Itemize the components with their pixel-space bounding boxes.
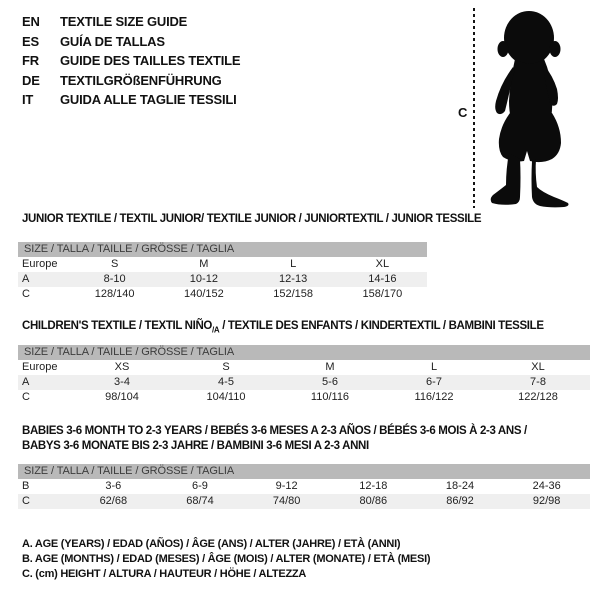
height-cell: 68/74: [186, 495, 214, 507]
row-label: C: [22, 288, 30, 300]
height-cell: 110/116: [310, 391, 350, 403]
children-size-table: [18, 345, 590, 405]
table-row-age: [18, 375, 590, 390]
babies-title-line2: BABYS 3-6 MONATE BIS 2-3 JAHRE / BAMBINI 3-6 MESI A 2-3 ANNI: [22, 440, 369, 452]
size-cell: XL: [375, 258, 390, 270]
children-title-pre: CHILDREN'S TEXTILE / TEXTIL NIÑO: [22, 320, 213, 332]
size-cell: M: [199, 258, 209, 270]
table-row-height: [18, 287, 427, 302]
height-cell: 98/104: [105, 391, 139, 403]
size-cell: XS: [114, 361, 130, 373]
height-cell: 140/152: [183, 288, 224, 300]
height-cell: 116/122: [414, 391, 454, 403]
age-cell: 5-6: [322, 376, 338, 388]
age-cell: 12-13: [279, 273, 308, 285]
table-row-age: [18, 272, 427, 287]
age-cell: 6-7: [426, 376, 442, 388]
size-header-bar: SIZE / TALLA / TAILLE / GRÖSSE / TAGLIA: [18, 242, 427, 257]
children-title-post: / TEXTILE DES ENFANTS / KINDERTEXTIL / BAMBINI TESSILE: [219, 320, 544, 332]
guide-title: TEXTILGRÖßENFÜHRUNG: [60, 72, 222, 88]
junior-size-table: [18, 242, 427, 302]
junior-section-title: JUNIOR TEXTILE / TEXTIL JUNIOR/ TEXTILE JUNIOR / JUNIORTEXTIL / JUNIOR TESSILE: [22, 213, 482, 225]
age-cell: 10-12: [189, 273, 218, 285]
footnote-age-years: A. AGE (YEARS) / EDAD (AÑOS) / ÂGE (ANS) / ALTER (JAHRE) / ETÀ (ANNI): [22, 538, 401, 550]
language-title-list: [22, 12, 240, 110]
language-row-de: [22, 71, 240, 91]
size-cell: M: [325, 361, 335, 373]
table-row-age-months: [18, 479, 590, 494]
legend-footnotes: [22, 537, 430, 582]
language-code: DE: [22, 72, 40, 88]
age-cell: 18-24: [445, 480, 475, 492]
age-cell: 3-4: [114, 376, 130, 388]
height-cell: 62/68: [99, 495, 128, 507]
height-cell: 152/158: [273, 288, 313, 300]
babies-title-line1: BABIES 3-6 MONTH TO 2-3 YEARS / BEBÉS 3-6 MESES A 2-3 AÑOS / BÉBÉS 3-6 MOIS À 2-3 ANS /: [22, 425, 527, 437]
guide-title: GUIDE DES TAILLES TEXTILE: [60, 53, 241, 68]
age-cell: 4-5: [218, 376, 234, 388]
height-cell: 86/92: [446, 495, 474, 507]
row-label: C: [22, 495, 30, 507]
children-section-title: [22, 320, 544, 334]
size-header-bar: SIZE / TALLA / TAILLE / GRÖSSE / TAGLIA: [18, 464, 590, 479]
row-label: B: [22, 480, 30, 492]
size-cell: S: [222, 361, 230, 373]
footnote-height: C. (cm) HEIGHT / ALTURA / HAUTEUR / HÖHE / ALTEZZA: [22, 568, 307, 580]
language-code: IT: [22, 92, 34, 107]
height-measure-label: C: [458, 105, 468, 120]
row-label: Europe: [22, 258, 58, 270]
language-row-en: [22, 12, 240, 32]
language-code: EN: [22, 14, 40, 29]
height-cell: 80/86: [359, 495, 388, 507]
babies-section-title: [22, 424, 587, 454]
language-row-fr: [22, 51, 240, 71]
size-cell: S: [110, 258, 119, 270]
height-cell: 122/128: [518, 391, 558, 403]
table-row-europe: [18, 257, 427, 272]
size-cell: L: [290, 258, 297, 270]
height-cell: 128/140: [94, 288, 135, 300]
age-cell: 12-18: [359, 480, 388, 492]
age-cell: 7-8: [530, 376, 546, 388]
guide-title: TEXTILE SIZE GUIDE: [60, 14, 188, 29]
height-cell: 158/170: [362, 288, 403, 300]
row-label: Europe: [22, 361, 58, 373]
table-row-height: [18, 390, 590, 405]
language-row-es: [22, 32, 240, 52]
size-header-bar: SIZE / TALLA / TAILLE / GRÖSSE / TAGLIA: [18, 345, 590, 360]
age-cell: 3-6: [105, 480, 122, 492]
age-cell: 9-12: [275, 480, 298, 492]
row-label: A: [22, 376, 30, 388]
language-code: FR: [22, 53, 39, 68]
children-title-sub: /A: [212, 325, 220, 335]
size-cell: L: [430, 361, 438, 373]
table-row-europe: [18, 360, 590, 375]
babies-size-table: [18, 464, 590, 509]
guide-title: GUIDA ALLE TAGLIE TESSILI: [60, 92, 237, 107]
height-cell: 104/110: [206, 391, 246, 403]
language-row-it: [22, 90, 240, 110]
baby-silhouette-icon: [480, 9, 582, 209]
age-cell: 14-16: [368, 273, 397, 285]
age-cell: 6-9: [192, 480, 208, 492]
language-code: ES: [22, 33, 39, 49]
size-cell: XL: [531, 361, 545, 373]
footnote-age-months: B. AGE (MONTHS) / EDAD (MESES) / ÂGE (MOIS) / ALTER (MONATE) / ETÀ (MESI): [22, 553, 431, 565]
guide-title: GUÍA DE TALLAS: [60, 33, 165, 49]
height-cell: 92/98: [532, 495, 561, 507]
table-row-height: [18, 494, 590, 509]
height-dashed-line: [473, 8, 475, 208]
age-cell: 24-36: [532, 480, 561, 492]
age-cell: 8-10: [103, 273, 126, 285]
row-label: C: [22, 391, 30, 403]
height-cell: 74/80: [272, 495, 301, 507]
row-label: A: [22, 273, 30, 285]
